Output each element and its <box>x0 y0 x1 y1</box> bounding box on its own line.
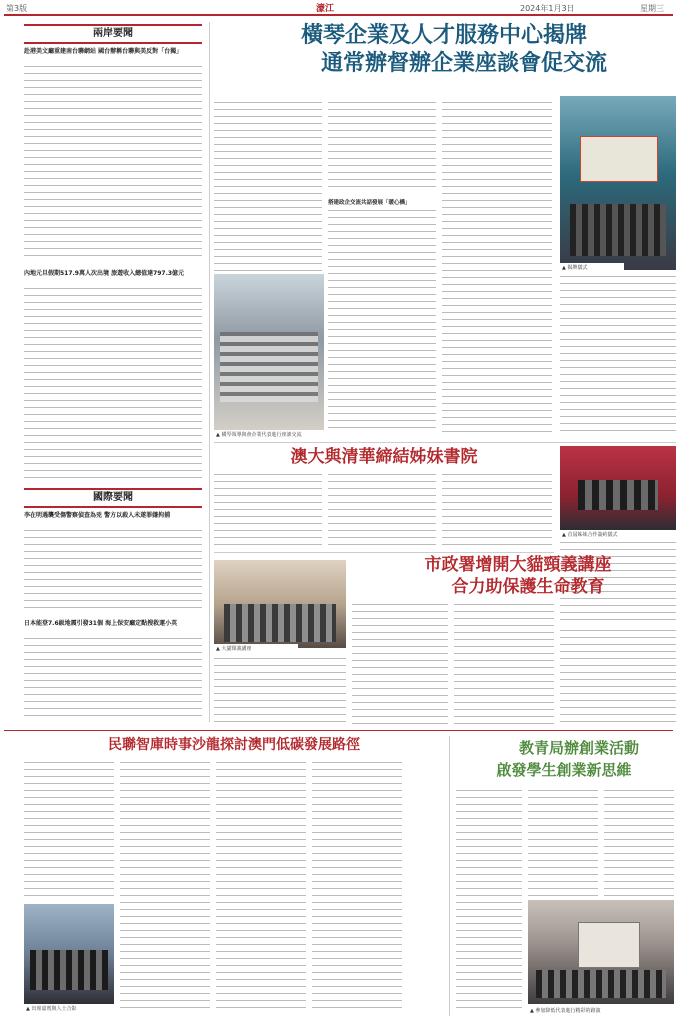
people-shape <box>536 970 666 998</box>
story-body <box>442 472 552 548</box>
photo-caption: ▲ 大貓頸義講座 <box>214 644 298 653</box>
story-body <box>528 788 598 896</box>
column-divider <box>209 22 210 722</box>
roadshow-photo <box>528 900 674 1004</box>
section-title-cross-strait: 兩岸要聞 <box>24 24 202 44</box>
story-body <box>214 472 322 548</box>
issue-date: 2024年1月3日 <box>520 4 575 13</box>
story-body <box>328 472 436 548</box>
cancer-headline-line2: 合力助保護生命教育 <box>451 577 605 597</box>
story-body <box>24 760 114 900</box>
story-divider <box>214 552 554 553</box>
story-body <box>120 760 210 1014</box>
story-body <box>24 528 202 614</box>
edu-headline-line1: 教青局辦創業活動 <box>518 739 639 757</box>
people-shape <box>30 950 108 990</box>
story-body <box>214 656 346 726</box>
story-body <box>24 286 202 482</box>
photo-caption: ▲ 參加降低代表進行精彩的路演 <box>528 1006 677 1015</box>
main-photo-unveiling <box>560 96 676 270</box>
bottom-section-rule <box>4 730 673 731</box>
main-subhead: 搭建政企交流共話發展「暖心橋」 <box>328 200 411 206</box>
edu-headline-line2: 啟發學生創業新思維 <box>496 761 632 779</box>
main-headline-line1: 橫琴企業及人才服務中心揭牌 <box>300 22 587 48</box>
section-title-international: 國際要聞 <box>24 488 202 508</box>
story-body <box>454 602 554 726</box>
weekday: 星期三 <box>640 4 664 13</box>
people-shape <box>570 204 666 256</box>
photo-caption: ▲ 出席嘉賓與人士合影 <box>24 1004 118 1013</box>
story-body <box>442 100 552 434</box>
story-body <box>352 602 448 726</box>
lecture-photo <box>214 560 346 648</box>
photo-caption: ▲ 揭牌儀式 <box>560 263 624 272</box>
conference-photo <box>214 274 324 436</box>
forum-headline: 民聯智庫時事沙龍探討澳門低碳發展路徑 <box>108 737 360 753</box>
banner-shape <box>580 136 658 182</box>
cancer-headline-line1: 市政署增開大貓頸義講座 <box>424 555 612 575</box>
story-body <box>312 760 402 1014</box>
story-body <box>456 788 522 1014</box>
audience-shape <box>224 604 336 642</box>
story-body <box>216 760 306 1014</box>
story-divider <box>214 442 676 443</box>
header-rule <box>4 14 673 16</box>
photo-caption: ▲ 首屆姊妹合作簽約儀式 <box>560 530 677 539</box>
story-body <box>328 208 436 434</box>
column-divider <box>449 736 450 1016</box>
seating-shape <box>220 332 318 402</box>
forum-photo <box>24 904 114 1004</box>
signing-photo <box>560 446 676 530</box>
story-body <box>24 64 202 262</box>
story-headline: 李在明遇襲受傷警察偵查為兇 警方以殺人未遂罪嫌拘捕 <box>24 512 171 519</box>
story-body <box>24 636 202 720</box>
story-body <box>560 274 676 434</box>
screen-shape <box>578 922 640 968</box>
main-headline-line2: 通常辦督辦企業座談會促交流 <box>320 50 607 76</box>
photo-caption: ▲ 橫琴領導與會企業代表進行座談交流 <box>214 430 358 439</box>
story-body <box>328 100 436 192</box>
page-number: 第3版 <box>6 4 28 13</box>
story-headline: 日本能登7.6級地震引發31個 海上保安廳定點搜救運小英 <box>24 620 178 627</box>
uni-headline: 澳大與清華締結姊妹書院 <box>290 447 478 467</box>
story-body <box>560 628 676 726</box>
people-shape <box>578 480 658 510</box>
masthead: 濠江 <box>316 4 335 14</box>
story-body <box>604 788 674 896</box>
story-headline: 內地元旦假期517.9萬人次出境 旅遊收入總值達797.3億元 <box>24 270 185 277</box>
page-header <box>0 0 677 15</box>
story-headline: 赴港美文廳重建南台聯網站 國台辦稱台聯與美反對「台獨」 <box>24 48 183 55</box>
